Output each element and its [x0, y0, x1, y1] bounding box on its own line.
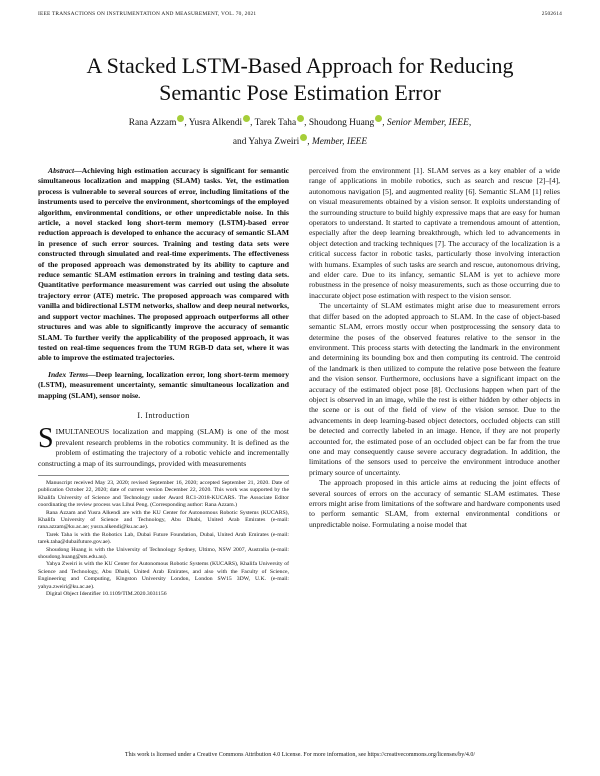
index-terms-label: Index Terms — [48, 369, 89, 379]
author-conjunction: and — [232, 137, 247, 147]
orcid-icon[interactable] — [375, 115, 382, 122]
abstract: Abstract—Achieving high estimation accuracy is significant for semantic simultaneous localization and mapping (SLAM) tasks. Yet, the estimation process is vulnerable to several sources of error, including limitations of the instruments used to perceive the environment, shortcomings of the employed algorithm, environmental conditions, or other unpredictable noise. In this article, a novel stacked long short-term memory (LSTM)-based error reduction approach is developed to enhance the accuracy of semantic SLAM in presence of such error sources. Training and testing data sets were constructed through simulated and real-time experiments. The effectiveness of the proposed approach was demonstrated by its ability to capture and reduce semantic SLAM estimation errors in training and testing data sets. Quantitative performance measurement was carried out using the absolute trajectory error (ATE) metric. The proposed approach was compared with vanilla and bidirectional LSTM networks, shallow and deep neural networks, and support vector machines. The proposed approach outperforms all other structures and was able to significantly improve the accuracy of semantic SLAM. To further verify the applicability of the proposed approach, it was tested on real-time sequences from the TUM RGB-D data set, where it was able to improve the estimated trajectories. — [38, 166, 289, 363]
orcid-icon[interactable] — [243, 115, 250, 122]
title-line-2: Semantic Pose Estimation Error — [159, 80, 441, 105]
index-terms-text: Deep learning, localization error, long short-term memory (LSTM), measurement uncertainty, semantic simultaneous localization and mapping (SLAM), sensor noise. — [38, 369, 289, 400]
footnote-manuscript: Manuscript received May 23, 2020; revised September 16, 2020; accepted September 21, 2020. Date of publication October 22, 2020; date of current version December 22, 2020. This work was supported by the Khalifa University of Science and Technology under Award RC1-2018-KUCARS. The Associate Editor coordinating the review process was Lihui Peng. (Corresponding author: Rana Azzam.) — [38, 479, 289, 509]
paper-title — [40, 52, 560, 106]
title-line-1: A Stacked LSTM-Based Approach for Reducing — [86, 53, 514, 78]
license-footer[interactable]: This work is licensed under a Creative Commons Attribution 4.0 License. For more information, see https://creativecommons.org/licenses/by/4.0/ — [124, 752, 476, 758]
drop-cap: S — [38, 423, 54, 455]
author-line-2: and Yahya Zweiri , Member, IEEE — [40, 133, 560, 152]
author-role: Senior Member, IEEE, — [386, 118, 472, 128]
author-line-1: Rana Azzam , Yusra Alkendi , Tarek Taha , Shoudong Huang , Senior Member, IEEE, — [40, 114, 560, 133]
right-column — [309, 166, 560, 530]
body-paragraph: perceived from the environment [1]. SLAM serves as a key enabler of a wide range of applications in mobile robotics, such as search and rescue [2]–[4], autonomous navigation [5], and augmented reality [6]. Semantic SLAM [1] relies on visual measurements obtained by a vision sensor. It exploits understanding of the surrounding structure to build highly expressive maps that are easy for human operators to understand. It started to captivate a tremendous amount of attention, especially after the deep learning breakthrough, which led to advancements in object detection and tracking techniques [7]. The accuracy of the localization is a critical success factor in robotic tasks, particularly those involving interaction with humans. Examples of such tasks are search and rescue, autonomous driving, and elder care. Due to its infancy, semantic SLAM is yet to achieve more robustness in the presence of noisy measurements, such as those occurring due to inaccurate object pose estimation with respect to the vision sensor. — [309, 166, 560, 300]
footnote-affiliation: Rana Azzam and Yusra Alkendi are with the KU Center for Autonomous Robotic Systems (KUCARS), Khalifa University of Science and Technology, Abu Dhabi, United Arab Emirates (e-mail: rana.azzam@ku.ac.ae; yusra.alkendi@ku.ac.ae). — [38, 509, 289, 531]
orcid-icon[interactable] — [300, 134, 307, 141]
running-header — [38, 11, 562, 17]
author-role: Member, IEEE — [311, 137, 368, 147]
author-name: Yahya Zweiri — [248, 137, 300, 147]
section-heading: I. Introduction — [137, 410, 190, 420]
author-name: Rana Azzam — [128, 118, 177, 128]
orcid-icon[interactable] — [297, 115, 304, 122]
author-name: Tarek Taha — [254, 118, 297, 128]
abstract-text: Achieving high estimation accuracy is significant for semantic simultaneous localization and mapping (SLAM) tasks. Yet, the estimation process is vulnerable to several sources of error, including limitations of the instruments used to perceive the environment, shortcomings of the employed algorithm, environmental conditions, or other unpredictable noise. In this article, a novel stacked long short-term memory (LSTM)-based error reduction approach is developed to enhance the accuracy of semantic SLAM in presence of such error sources. Training and testing data sets were constructed through simulated and real-time experiments. The effectiveness of the proposed approach was demonstrated by its ability to capture and reduce semantic SLAM estimation errors in training and testing data sets. Quantitative performance measurement was carried out using the absolute trajectory error (ATE) metric. The proposed approach was compared with vanilla and bidirectional LSTM networks, shallow and deep neural networks, and support vector machines. The proposed approach outperforms all other structures and was able to significantly improve the accuracy of semantic SLAM. To further verify the applicability of the proposed approach, it was tested on real-time sequences from the TUM RGB-D data set, where it was able to improve the estimated trajectories. — [38, 166, 289, 363]
author-list — [40, 114, 560, 152]
article-number: 2502614 — [541, 11, 562, 17]
abstract-label: Abstract — [48, 166, 75, 175]
body-paragraph: The approach proposed in this article aims at reducing the joint effects of several sources of errors on the accuracy of semantic SLAM estimates. These errors might arise from limitations of the software and hardware components used to perform semantic SLAM, from external environmental conditions or unpredictable noise. Formulating a noise model that — [309, 478, 560, 529]
author-name: Yusra Alkendi — [188, 118, 243, 128]
intro-text: IMULTANEOUS localization and mapping (SLAM) is one of the most prevalent research problems in the robotics community. It is defined as the problem of estimating the trajectory of a robotic vehicle and incrementally constructing a map of its surroundings, provided with measurements — [38, 427, 289, 468]
footnotes — [38, 475, 289, 599]
author-name: Shoudong Huang — [308, 118, 375, 128]
intro-paragraph — [38, 423, 289, 469]
footnote-affiliation: Shoudong Huang is with the University of Technology Sydney, Ultimo, NSW 2007, Australia (e-mail: shoudong.huang@uts.edu.au). — [38, 546, 289, 561]
body-paragraph: The uncertainty of SLAM estimates might arise due to measurement errors that differ based on the adopted approach to SLAM. In the case of object-based semantic SLAM, errors mostly occur when postprocessing the sensory data to determine the poses of the observed features relative to the sensor in the environment. This process starts with detecting the landmark in the environment and determining its bounding box and then computing its centroid. The centroid of the landmark is then utilized to compute the relative pose between the feature and the vision sensor. Furthermore, occlusions have a significant impact on the accuracy of the estimated object pose [8]. Occlusions happen when part of the object is observed in an image, while the rest is either hidden by other objects in the scene or is out of the field of view of the vision sensor. Due to the advancements in deep learning-based object detectors, occluded objects can still be detected and correctly labeled in an image. Hence, if they are not properly accounted for, the estimated pose of an occluded object can be far from the true one and may consequently cause severe accuracy degradation. In addition, the limitations of the sensors used to perceive the environment introduce another primary source of uncertainty. — [309, 301, 560, 477]
footnote-affiliation: Tarek Taha is with the Robotics Lab, Dubai Future Foundation, Dubai, United Arab Emirates (e-mail: tarek.taha@dubaifuture.gov.ae). — [38, 531, 289, 546]
doi-line[interactable]: Digital Object Identifier 10.1109/TIM.2020.3031156 — [46, 591, 167, 598]
left-column — [38, 166, 289, 598]
journal-name: IEEE TRANSACTIONS ON INSTRUMENTATION AND MEASUREMENT, VOL. 70, 2021 — [38, 11, 257, 17]
footnote-affiliation: Yahya Zweiri is with the KU Center for Autonomous Robotic Systems (KUCARS), Khalifa University of Science and Technology, Abu Dhabi, United Arab Emirates, and also with the Faculty of Science, Engineering and Computing, Kingston University London, London SW15 3DW, U.K. (e-mail: yahya.zweiri@ku.ac.ae). — [38, 561, 289, 590]
orcid-icon[interactable] — [177, 115, 184, 122]
index-terms: Index Terms—Deep learning, localization error, long short-term memory (LSTM), measurement uncertainty, semantic simultaneous localization and mapping (SLAM), sensor noise. — [38, 369, 289, 400]
